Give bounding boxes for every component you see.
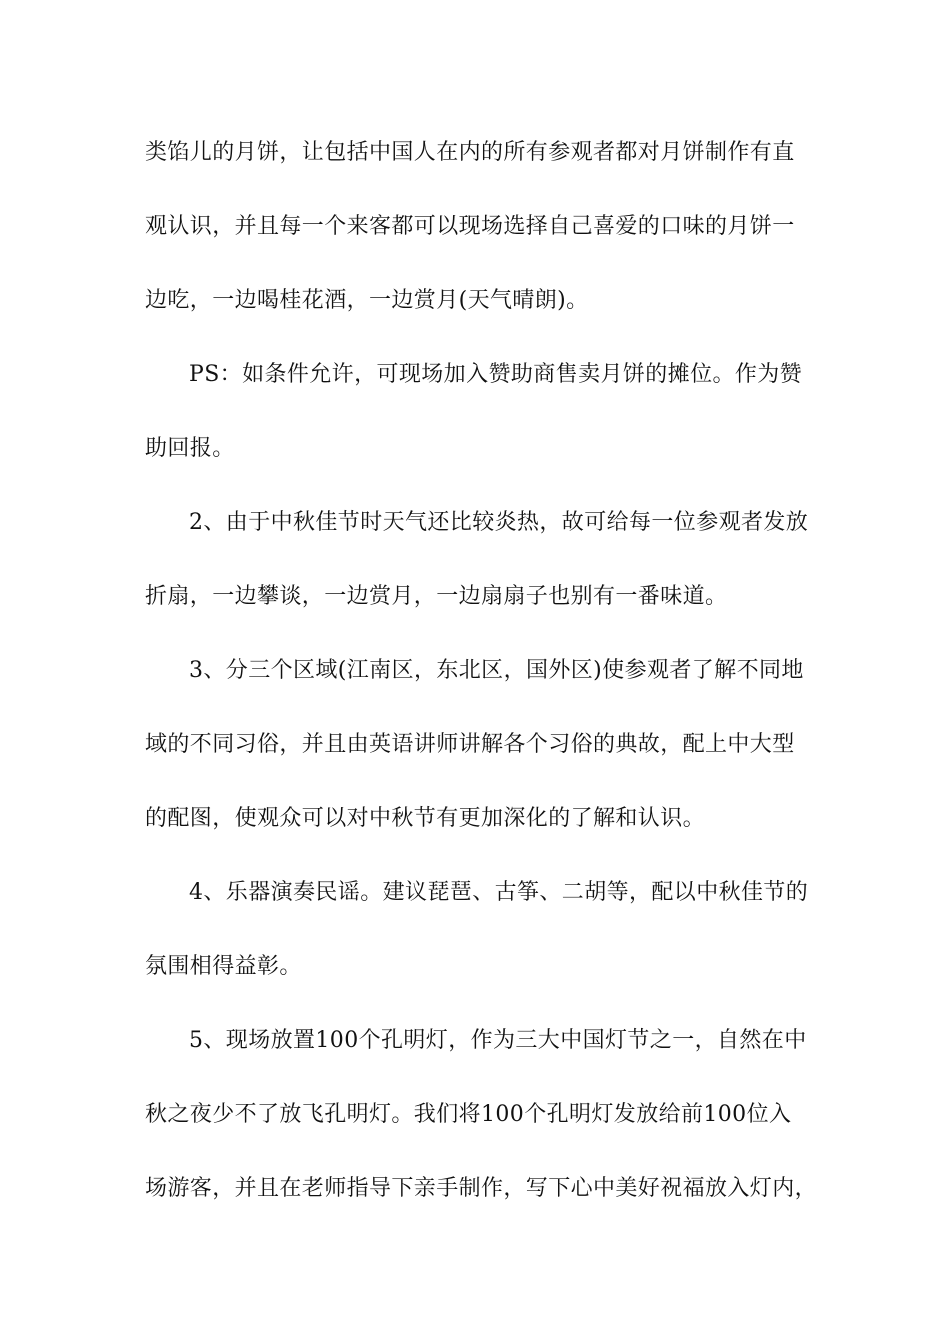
- text-line: 域的不同习俗，并且由英语讲师讲解各个习俗的典故，配上中大型: [145, 732, 795, 757]
- text-line: 的配图，使观众可以对中秋节有更加深化的了解和认识。: [145, 806, 706, 831]
- text-line: 助回报。: [145, 436, 235, 461]
- text-line: 秋之夜少不了放飞孔明灯。我们将100个孔明灯发放给前100位入: [145, 1102, 792, 1127]
- text-line: 折扇，一边攀谈，一边赏月，一边扇扇子也别有一番味道。: [145, 584, 728, 609]
- text-line: 场游客，并且在老师指导下亲手制作，写下心中美好祝福放入灯内，: [145, 1176, 818, 1201]
- text-line: 3、分三个区域(江南区，东北区，国外区)使参观者了解不同地: [189, 658, 804, 683]
- text-line: 氛围相得益彰。: [145, 954, 302, 979]
- text-line: PS：如条件允许，可现场加入赞助商售卖月饼的摊位。作为赞: [189, 362, 803, 387]
- text-line: 5、现场放置100个孔明灯，作为三大中国灯节之一，自然在中: [189, 1028, 807, 1053]
- text-line: 4、乐器演奏民谣。建议琵琶、古筝、二胡等，配以中秋佳节的: [189, 880, 809, 905]
- text-line: 2、由于中秋佳节时天气还比较炎热，故可给每一位参观者发放: [189, 510, 809, 535]
- text-line: 边吃，一边喝桂花酒，一边赏月(天气晴朗)。: [145, 288, 589, 313]
- text-line: 观认识，并且每一个来客都可以现场选择自己喜爱的口味的月饼一: [145, 214, 795, 239]
- text-line: 类馅儿的月饼，让包括中国人在内的所有参观者都对月饼制作有直: [145, 140, 795, 165]
